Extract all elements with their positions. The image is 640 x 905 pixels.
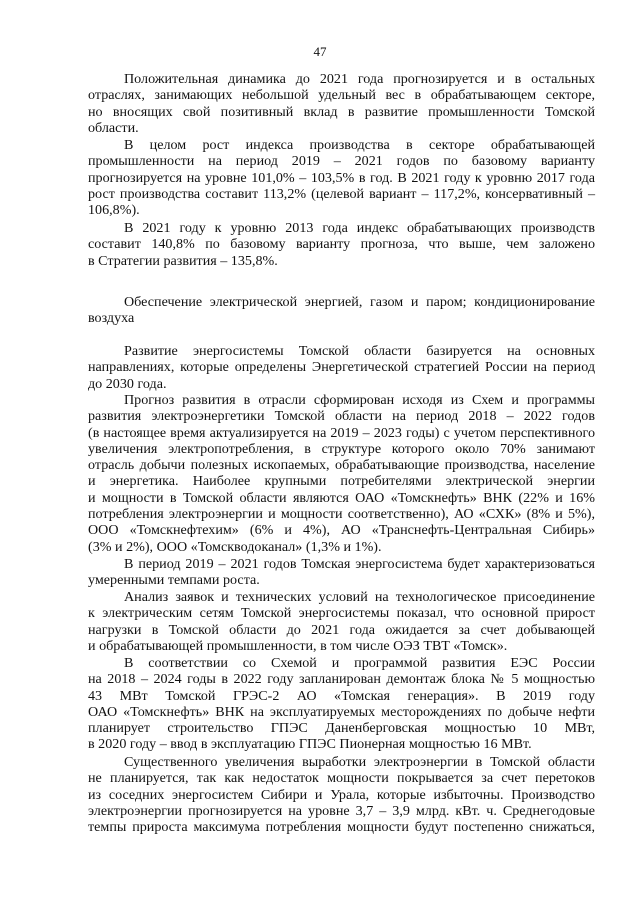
- text-line: отрасль добычи полезных ископаемых, обрабатывающие производства, население: [88, 457, 595, 474]
- paragraph-electricity-generation: [88, 754, 595, 835]
- paragraph-production-index: [88, 137, 595, 218]
- paragraph-forecast-consumers: [88, 392, 595, 555]
- text-line: ООО «Томскнефтехим» (6% и 4%), АО «Транснефть-Центральная Сибирь»: [88, 522, 595, 539]
- text-line: темпы прироста максимума потребления мощности будут постепенно снижаться,: [88, 819, 595, 836]
- text-line: Существенного увеличения выработки электроэнергии в Томской области: [124, 754, 595, 770]
- text-line: не планируется, так как недостаток мощности покрывается за счет перетоков: [88, 770, 595, 787]
- text-line: в Стратегии развития – 135,8%.: [88, 252, 278, 269]
- text-line: (в настоящее время актуализируется на 2019 – 2023 годы) с учетом перспективного: [88, 424, 595, 441]
- paragraph-grid-connection-analysis: [88, 589, 595, 654]
- text-line: планирует строительство ГПЭС Даненберговская мощностью 10 МВт,: [88, 720, 595, 737]
- text-line: нагрузки в Томской области до 2021 года ожидается за счет добывающей: [88, 621, 595, 638]
- text-line: и мощности в Томской области являются ОАО «Томскнефть» ВНК (22% и 16%: [88, 489, 595, 506]
- text-line: (3% и 2%), ООО «Томскводоканал» (1,3% и 1%).: [88, 538, 382, 555]
- text-line: отраслях, занимающих небольшой удельный вес в обрабатывающем секторе,: [88, 87, 595, 104]
- text-line: ОАО «Томскнефть» ВНК на эксплуатируемых месторождениях по добыче нефти: [88, 703, 595, 720]
- text-line: области.: [88, 119, 139, 136]
- page-number: 47: [313, 44, 327, 59]
- text-line: Анализ заявок и технических условий на технологическое присоединение: [124, 589, 595, 605]
- text-line: и обрабатывающей промышленности, в том числе ОЭЗ ТВТ «Томск».: [88, 637, 508, 654]
- text-line: составит 140,8% по базовому варианту прогноза, что выше, чем заложено: [88, 236, 595, 253]
- paragraph-unified-energy-plan: [88, 655, 595, 753]
- text-line: к электрическим сетям Томской энергосистемы показал, что основной прирост: [88, 605, 595, 622]
- text-line: Обеспечение электрической энергией, газом и паром; кондиционирование: [124, 294, 595, 310]
- text-line: но вносящих свой позитивный вклад в развитие промышленности Томской: [88, 103, 595, 120]
- paragraph-manufacturing-dynamics: [88, 71, 595, 136]
- text-line: на 2018 – 2024 годы в 2022 году запланирован демонтаж блока № 5 мощностью: [88, 671, 595, 688]
- text-line: рост производства составит 113,2% (целевой вариант – 117,2%, консервативный –: [88, 185, 595, 202]
- text-line: увеличения электропотребления, в структуре которого около 70% занимают: [88, 440, 595, 457]
- text-line: Прогноз развития в отрасли сформирован исходя из Схем и программы: [124, 392, 595, 408]
- text-line: Развитие энергосистемы Томской области базируется на основных: [124, 343, 595, 359]
- text-line: промышленности на период 2019 – 2021 годов по базовому варианту: [88, 153, 595, 170]
- text-line: в 2020 году – ввод в эксплуатацию ГПЭС Пионерная мощностью 16 МВт.: [88, 736, 532, 753]
- text-line: электроэнергии прогнозируется на уровне 3,7 – 3,9 млрд. кВт. ч. Среднегодовые: [88, 802, 595, 819]
- text-line: и энергетика. Наиболее крупными потребителями электрической энергии: [88, 473, 595, 490]
- text-line: В целом рост индекса производства в секторе обрабатывающей: [124, 137, 595, 153]
- text-line: направлениях, которые определены Энергетической стратегией России на период: [88, 359, 595, 376]
- paragraph-2013-comparison: [88, 220, 595, 269]
- text-line: развития электроэнергетики Томской области на период 2018 – 2022 годов: [88, 408, 595, 425]
- text-line: В период 2019 – 2021 годов Томская энергосистема будет характеризоваться: [124, 556, 595, 572]
- text-line: В 2021 году к уровню 2013 года индекс обрабатывающих производств: [124, 220, 595, 236]
- text-line: 43 МВт Томской ГРЭС-2 АО «Томская генерация». В 2019 году: [88, 687, 595, 704]
- text-line: воздуха: [88, 310, 135, 327]
- text-line: прогнозируется на уровне 101,0% – 103,5% в год. В 2021 году к уровню 2017 года: [88, 169, 595, 186]
- text-line: умеренными темпами роста.: [88, 572, 260, 589]
- paragraph-2019-2021-growth: [88, 556, 595, 589]
- text-line: потребления электроэнергии и мощности соответственно), АО «СХК» (8% и 5%),: [88, 506, 595, 523]
- text-line: из соседних энергосистем Сибири и Урала, которые избыточны. Производство: [88, 786, 595, 803]
- text-line: 106,8%).: [88, 202, 140, 219]
- text-line: до 2030 года.: [88, 375, 167, 392]
- paragraph-energy-system-development: [88, 343, 595, 392]
- text-line: В соответствии со Схемой и программой развития ЕЭС России: [124, 655, 595, 671]
- text-line: Положительная динамика до 2021 года прогнозируется и в остальных: [124, 71, 595, 87]
- section-heading-energy: [88, 294, 595, 327]
